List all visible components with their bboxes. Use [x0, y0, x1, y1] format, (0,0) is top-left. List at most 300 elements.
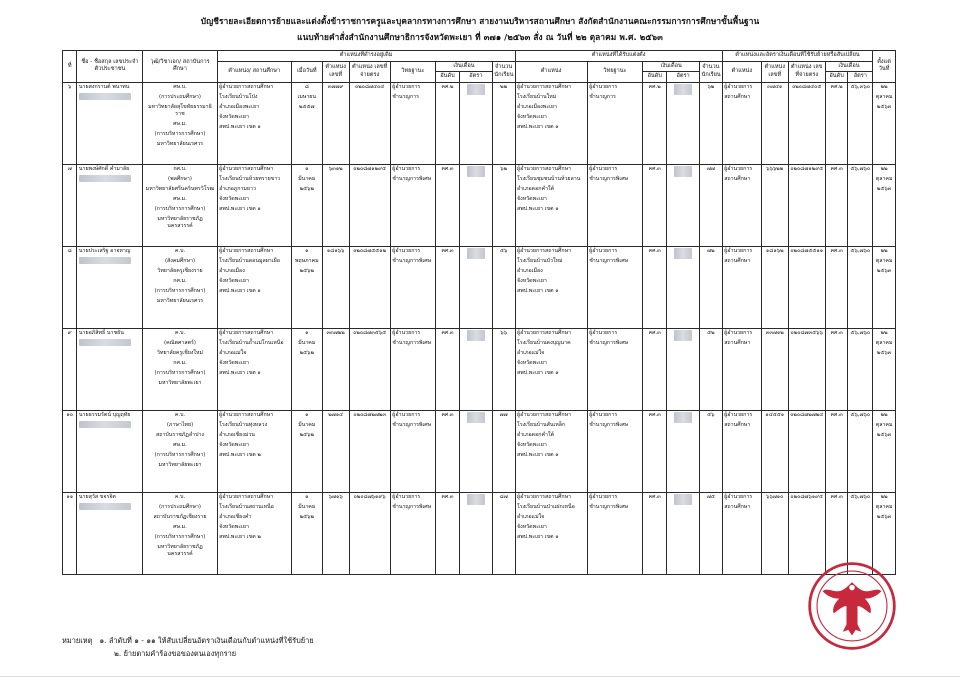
old-position-line: ผู้อำนวยการสถานศึกษา: [219, 329, 274, 336]
degree-line: กศ.ม.: [173, 360, 187, 367]
effective-cell: [873, 246, 896, 328]
final-grade-cell: คศ.๓: [825, 492, 848, 574]
new-students-cell: ๕๖: [700, 410, 723, 492]
table-body: [63, 82, 896, 574]
final-position-cell: [722, 328, 761, 410]
pay-no-cell: ๐๒๐๘๗๕๕๑๒: [349, 246, 390, 328]
degree-line: ศษ.บ.: [173, 83, 187, 90]
final-grade-cell: คศ.๓: [825, 164, 848, 246]
new-standing-cell: [587, 410, 643, 492]
redacted-id: [79, 339, 131, 346]
effective-line: ๒๒: [880, 411, 888, 418]
new-students-cell: ๗๒: [700, 246, 723, 328]
since-cell: [291, 82, 322, 164]
new-grade-cell: คศ.๒: [643, 82, 667, 164]
degree-line: วิทยาลัยครูเชียงราย: [157, 267, 203, 274]
final-no-cell: ๖๖๗๑๐: [761, 492, 788, 574]
effective-line: ๒๕๖๓: [876, 103, 892, 110]
since-line: มีนาคม: [298, 339, 316, 346]
footnotes: [62, 634, 314, 661]
old-position-line: สพป.พะเยา เขต ๒: [219, 534, 261, 541]
col-final-pay: ตำแหน่ง เลขที่จ่ายตรง: [788, 61, 825, 82]
effective-line: ๒๕๖๓: [876, 431, 892, 438]
rate-cell: [459, 164, 492, 246]
standing-cell: [390, 164, 435, 246]
redacted-rate: [467, 494, 485, 505]
row-no: ๗: [63, 164, 77, 246]
final-position-line: สถานศึกษา: [724, 93, 751, 100]
degree-line: (การบริหารการศึกษา): [154, 288, 206, 295]
new-position-line: จังหวัดพะเยา: [517, 278, 547, 285]
old-position-line: จังหวัดพะเยา: [219, 524, 249, 531]
bottom-edge: [0, 676, 960, 677]
new-position-cell: [515, 410, 587, 492]
table-row: [63, 82, 896, 164]
new-position-line: ผู้อำนวยการสถานศึกษา: [517, 165, 572, 172]
old-position-line: สพป.พะเยา เขต ๒: [219, 452, 261, 459]
new-position-line: สพป.พะเยา เขต ๑: [517, 370, 559, 377]
col-new-grade: อันดับ: [643, 72, 667, 83]
old-position-line: สพป.พะเยา เขต ๑: [219, 370, 261, 377]
new-position-line: โรงเรียนบ้านสันเหล็ก: [517, 421, 566, 428]
standing-cell: [390, 246, 435, 328]
old-position-cell: [217, 410, 291, 492]
old-position-cell: [217, 492, 291, 574]
effective-line: ตุลาคม: [875, 257, 893, 264]
redacted-rate: [674, 330, 692, 341]
pos-no-cell: ๑๘๑๖๖: [322, 246, 349, 328]
degree-cell: [143, 328, 217, 410]
name-cell: [77, 82, 143, 164]
col-new-students: จำนวน นักเรียน: [700, 61, 723, 82]
degree-line: กศ.บ.: [173, 165, 187, 172]
since-line: ๒๕๕๗: [299, 103, 315, 110]
col-final-position: ตำแหน่ง: [722, 61, 761, 82]
final-position-cell: [722, 246, 761, 328]
redacted-rate: [674, 412, 692, 423]
document-title: บัญชีรายละเอียดการย้ายและแต่งตั้งข้าราชการครูและบุคลากรทางการศึกษา สายงานบริหารสถานศึกษา สังกัดสำนักงานคณะกรรมการการศึกษาขั้นพื้นฐาน: [200, 16, 760, 26]
final-pay-cell: ๐๒๐๘๗๒๗๒๔: [788, 410, 825, 492]
final-position-line: ผู้อำนวยการ: [724, 411, 753, 418]
redacted-rate: [674, 84, 692, 95]
since-line: ๒๕๖๒: [299, 349, 314, 356]
final-no-cell: ๓๗๔๑: [761, 82, 788, 164]
table-row: [63, 492, 896, 574]
since-line: มีนาคม: [298, 421, 316, 428]
person-name: นายธรรมรัตน์ บุญฤทัย: [78, 411, 131, 418]
rate-cell: [459, 492, 492, 574]
final-pay-cell: ๐๒๐๘๗๕๕๑๑: [788, 246, 825, 328]
redacted-id: [79, 421, 131, 428]
table-row: [63, 410, 896, 492]
new-students-cell: ๕๒: [700, 328, 723, 410]
degree-line: มหาวิทยาลัยสุโขทัยธรรมาธิราช: [148, 103, 212, 118]
new-rate-cell: [667, 164, 700, 246]
students-cell: ๒๒: [492, 82, 515, 164]
grade-cell: คศ.๓: [436, 492, 460, 574]
degree-line: ศษ.ม.: [173, 196, 187, 203]
old-position-line: โรงเรียนบ้านห้วยทรายขาว: [219, 175, 281, 182]
final-rate-cell: ๕๖,๗๖๐: [848, 410, 873, 492]
pay-no-cell: ๐๒๐๘๗๑๒๙๕: [349, 164, 390, 246]
standing-line: ผู้อำนวยการ: [392, 329, 421, 336]
redacted-rate: [674, 166, 692, 177]
grade-cell: คศ.๓: [436, 164, 460, 246]
pay-no-cell: ๐๒๐๘๗๒๗๒๓: [349, 410, 390, 492]
pay-no-cell: ๐๒๐๘๗๖๑๙๖: [349, 492, 390, 574]
col-grade: อันดับ: [436, 72, 460, 83]
effective-line: ๒๒: [880, 493, 888, 500]
old-position-line: อำเภอแม่ใจ: [219, 349, 247, 356]
new-position-line: สพป.พะเยา เขต ๑: [517, 124, 559, 131]
pos-no-cell: ๖๓๑๒: [322, 164, 349, 246]
col-name: ชื่อ - ชื่อสกุล เลขประจำตัวประชาชน: [77, 51, 143, 83]
effective-cell: [873, 82, 896, 164]
since-line: ๘: [304, 83, 309, 90]
final-no-cell: ๓๓๗๑๒: [761, 328, 788, 410]
since-line: มีนาคม: [298, 503, 316, 510]
old-position-line: ผู้อำนวยการสถานศึกษา: [219, 247, 274, 254]
degree-line: ค.บ.: [174, 329, 186, 336]
new-position-line: ผู้อำนวยการสถานศึกษา: [517, 83, 572, 90]
new-rate-cell: [667, 246, 700, 328]
new-standing-line: ผู้อำนวยการ: [589, 411, 618, 418]
col-final-salary: เงินเดือน: [825, 61, 872, 72]
effective-line: ตุลาคม: [875, 175, 893, 182]
effective-line: ตุลาคม: [875, 339, 893, 346]
since-line: ๒๕๖๒: [299, 431, 314, 438]
new-position-line: อำเภอแม่ใจ: [517, 513, 545, 520]
effective-line: ๒๒: [880, 83, 888, 90]
degree-line: (คณิตศาสตร์): [164, 339, 196, 346]
note-2: ๒. ย้ายตามคำร้องขอของตนเองทุกราย: [114, 649, 237, 659]
since-line: ๒๕๖๒: [299, 185, 314, 192]
old-position-line: โรงเรียนบ้านดอนมูลผาเผือ: [219, 257, 280, 264]
degree-line: (สังคมศึกษา): [164, 257, 196, 264]
new-position-line: โรงเรียนชุมชนบ้านห้วยลาน: [517, 175, 581, 182]
old-position-line: อำเภอภูกามยาว: [219, 185, 256, 192]
degree-line: สถาบันราชภัฏลำปาง: [155, 431, 204, 438]
since-line: ๑: [305, 493, 309, 500]
students-cell: ๖๒: [492, 164, 515, 246]
students-cell: ๘๗: [492, 492, 515, 574]
degree-line: (การประถมศึกษา): [159, 503, 201, 510]
pos-no-cell: ๓๓๗๒๒: [322, 328, 349, 410]
final-position-cell: [722, 82, 761, 164]
new-position-line: โรงเรียนบ้านใหม่: [517, 93, 557, 100]
old-position-line: ผู้อำนวยการสถานศึกษา: [219, 493, 274, 500]
redacted-rate: [674, 494, 692, 505]
degree-line: ศษ.ม.: [173, 442, 187, 449]
new-standing-line: ชำนาญการพิเศษ: [589, 257, 629, 264]
standing-line: ผู้อำนวยการ: [392, 83, 421, 90]
new-grade-cell: คศ.๓: [643, 492, 667, 574]
name-cell: [77, 492, 143, 574]
col-pay-no: ตำแหน่ง เลขที่จ่ายตรง: [349, 61, 390, 82]
new-grade-cell: คศ.๓: [643, 164, 667, 246]
standing-line: ชำนาญการพิเศษ: [392, 503, 432, 510]
old-position-line: อำเภอเมือง: [219, 267, 245, 274]
new-position-cell: [515, 164, 587, 246]
old-position-line: โรงเรียนบ้านทุ่งหลวง: [219, 421, 268, 428]
degree-line: (การบริหารการศึกษา): [154, 534, 206, 541]
col-pos-no: ตำแหน่ง เลขที่: [322, 61, 349, 82]
redacted-id: [79, 503, 131, 510]
standing-cell: [390, 492, 435, 574]
new-position-line: ผู้อำนวยการสถานศึกษา: [517, 493, 572, 500]
students-cell: ๗๗: [492, 410, 515, 492]
old-position-line: ผู้อำนวยการสถานศึกษา: [219, 83, 274, 90]
final-grade-cell: คศ.๓: [825, 328, 848, 410]
final-position-line: ผู้อำนวยการ: [724, 83, 753, 90]
name-cell: [77, 246, 143, 328]
new-grade-cell: คศ.๓: [643, 410, 667, 492]
col-new-rate: อัตรา: [667, 72, 700, 83]
final-position-line: ผู้อำนวยการ: [724, 247, 753, 254]
standing-line: ชำนาญการพิเศษ: [392, 421, 432, 428]
final-rate-cell: ๕๖,๗๖๐: [848, 164, 873, 246]
degree-line: (การบริหารการศึกษา): [154, 452, 206, 459]
old-position-line: สพป.พะเยา เขต ๑: [219, 124, 261, 131]
standing-line: ชำนาญการพิเศษ: [392, 339, 432, 346]
new-position-cell: [515, 492, 587, 574]
old-position-line: จังหวัดพะเยา: [219, 360, 249, 367]
effective-line: ๒๒: [880, 329, 888, 336]
degree-line: มหาวิทยาลัยพะเยา: [158, 462, 202, 469]
new-position-line: โรงเรียนบ้านดงบุญนาค: [517, 339, 571, 346]
new-rate-cell: [667, 328, 700, 410]
old-position-line: ผู้อำนวยการสถานศึกษา: [219, 411, 274, 418]
standing-line: ผู้อำนวยการ: [392, 165, 421, 172]
person-name: นายประเสริฐ อาจหาญ: [78, 247, 131, 254]
since-cell: [291, 246, 322, 328]
person-name: นายอภิสิทธิ์ นาชยัน: [78, 329, 124, 336]
new-position-line: อำเภอดอกคำใต้: [517, 431, 555, 438]
old-position-line: สพป.พะเยา เขต ๑: [219, 206, 261, 213]
degree-line: มหาวิทยาลัยพะเยา: [158, 380, 202, 387]
final-position-line: ผู้อำนวยการ: [724, 165, 753, 172]
col-since: เมื่อวันที่: [291, 61, 322, 82]
new-position-line: ผู้อำนวยการสถานศึกษา: [517, 411, 572, 418]
name-cell: [77, 410, 143, 492]
old-position-line: โรงเรียนบ้านสถานเหนือ: [219, 503, 274, 510]
col-final-rate: อัตรา: [848, 72, 873, 83]
effective-cell: [873, 328, 896, 410]
old-position-line: อำเภอเมืองพะเยา: [219, 103, 260, 110]
effective-cell: [873, 164, 896, 246]
new-standing-line: ชำนาญการพิเศษ: [589, 421, 629, 428]
new-standing-line: ชำนาญการ: [589, 93, 616, 100]
since-line: ๒๕๖๒: [299, 513, 314, 520]
since-line: ๒๕๖๒: [299, 267, 314, 274]
new-position-line: ผู้อำนวยการสถานศึกษา: [517, 329, 572, 336]
new-standing-cell: [587, 246, 643, 328]
degree-line: กศ.ม.: [173, 278, 187, 285]
final-grade-cell: คศ.๓: [825, 246, 848, 328]
old-position-line: จังหวัดพะเยา: [219, 278, 249, 285]
person-name: นายพงษ์ศักดิ์ คำมาลัย: [78, 165, 130, 172]
students-cell: ๖๖: [492, 328, 515, 410]
person-name: นายสุวัส ขจรจิต: [78, 493, 116, 500]
redacted-rate: [467, 248, 485, 259]
old-position-line: จังหวัดพะเยา: [219, 442, 249, 449]
standing-line: ชำนาญการพิเศษ: [392, 175, 432, 182]
final-rate-cell: ๕๖,๓๖๐: [848, 82, 873, 164]
rate-cell: [459, 410, 492, 492]
since-line: ๑: [305, 247, 309, 254]
effective-line: ๒๕๖๓: [876, 267, 892, 274]
person-name: นายสงกรานต์ พนาทน: [78, 83, 130, 90]
row-no: ๘: [63, 246, 77, 328]
new-position-line: จังหวัดพะเยา: [517, 114, 547, 121]
new-rate-cell: [667, 410, 700, 492]
since-line: ๑: [305, 411, 309, 418]
table-row: [63, 328, 896, 410]
since-line: เมษายน: [297, 93, 317, 100]
standing-cell: [390, 328, 435, 410]
new-position-line: สพป.พะเยา เขต ๑: [517, 452, 559, 459]
new-standing-line: ผู้อำนวยการ: [589, 493, 618, 500]
degree-cell: [143, 492, 217, 574]
pay-no-cell: ๐๒๐๘๗๓๕๖๕: [349, 328, 390, 410]
row-no: ๙: [63, 328, 77, 410]
final-position-cell: [722, 410, 761, 492]
old-position-line: สพป.พะเยา เขต ๑: [219, 288, 261, 295]
degree-cell: [143, 410, 217, 492]
col-rate: อัตรา: [459, 72, 492, 83]
new-position-cell: [515, 82, 587, 164]
rate-cell: [459, 246, 492, 328]
degree-line: มหาวิทยาลัยนเรศวร: [156, 298, 204, 305]
table-row: [63, 246, 896, 328]
pos-no-cell: ๒๗๑๔: [322, 410, 349, 492]
degree-line: (ภาษาไทย): [166, 421, 194, 428]
new-standing-line: ผู้อำนวยการ: [589, 247, 618, 254]
new-students-cell: ๗๕: [700, 492, 723, 574]
notes-label: หมายเหตุ: [62, 636, 93, 645]
degree-line: (การบริหารการศึกษา): [154, 206, 206, 213]
effective-line: ๒๒: [880, 165, 888, 172]
old-position-line: โรงเรียนบ้านถ้ำแม่โกนเหนือ: [219, 339, 284, 346]
since-line: พฤษภาคม: [294, 257, 319, 264]
old-position-line: จังหวัดพะเยา: [219, 196, 249, 203]
col-no: ที่: [63, 51, 77, 83]
redacted-rate: [467, 166, 485, 177]
note-1: ๑. ลำดับที่ ๑ - ๑๑ ให้สับเปลี่ยนอัตราเงินเดือนกับตำแหน่งที่ใช้รับย้าย: [99, 636, 314, 645]
new-position-line: จังหวัดพะเยา: [517, 442, 547, 449]
since-cell: [291, 492, 322, 574]
redacted-rate: [467, 330, 485, 341]
new-grade-cell: คศ.๓: [643, 246, 667, 328]
final-pay-cell: ๐๒๐๘๗๖๑๙๕: [788, 492, 825, 574]
degree-line: ศษ.ม.: [173, 121, 187, 128]
new-standing-line: ชำนาญการพิเศษ: [589, 175, 629, 182]
new-position-line: โรงเรียนบ้านบัวใหม่: [517, 257, 563, 264]
final-position-line: ผู้อำนวยการ: [724, 329, 753, 336]
old-position-line: อำเภอเชียงม่วน: [219, 431, 255, 438]
group-new-position: ตำแหน่งที่ได้รับแต่งตั้ง: [515, 51, 722, 62]
col-salary: เงินเดือน: [436, 61, 493, 72]
old-position-line: ผู้อำนวยการสถานศึกษา: [219, 165, 274, 172]
grade-cell: คศ.๒: [436, 82, 460, 164]
new-position-line: สพป.พะเยา เขต ๑: [517, 534, 559, 541]
final-position-line: สถานศึกษา: [724, 257, 751, 264]
effective-line: ตุลาคม: [875, 93, 893, 100]
degree-cell: [143, 82, 217, 164]
final-grade-cell: คศ.๒: [825, 82, 848, 164]
degree-line: (การบริหารการศึกษา): [154, 370, 206, 377]
degree-line: วิทยาลัยครูเชียงใหม่: [157, 349, 203, 356]
redacted-id: [79, 175, 131, 182]
effective-line: ๒๕๖๓: [876, 513, 892, 520]
grade-cell: คศ.๓: [436, 410, 460, 492]
degree-cell: [143, 164, 217, 246]
final-position-line: สถานศึกษา: [724, 503, 751, 510]
old-position-cell: [217, 328, 291, 410]
since-line: มีนาคม: [298, 175, 316, 182]
standing-line: ชำนาญการพิเศษ: [392, 257, 432, 264]
garuda-seal-icon: [806, 560, 898, 652]
degree-line: ค.บ.: [174, 493, 186, 500]
new-standing-line: ผู้อำนวยการ: [589, 165, 618, 172]
col-effective: ตั้งแต่ วันที่: [873, 51, 896, 83]
effective-line: ๒๕๖๓: [876, 349, 892, 356]
new-rate-cell: [667, 82, 700, 164]
new-standing-cell: [587, 82, 643, 164]
final-position-line: สถานศึกษา: [724, 421, 751, 428]
name-cell: [77, 164, 143, 246]
new-position-line: ผู้อำนวยการสถานศึกษา: [517, 247, 572, 254]
final-grade-cell: คศ.๓: [825, 410, 848, 492]
final-no-cell: ๑๔๕๕๑: [761, 410, 788, 492]
redacted-rate: [467, 84, 485, 95]
degree-line: ค.บ.: [174, 411, 186, 418]
final-position-line: ผู้อำนวยการ: [724, 493, 753, 500]
col-students: จำนวน นักเรียน: [492, 61, 515, 82]
name-cell: [77, 328, 143, 410]
new-position-line: สพป.พะเยา เขต ๑: [517, 206, 559, 213]
new-standing-line: ชำนาญการพิเศษ: [589, 503, 629, 510]
new-position-cell: [515, 246, 587, 328]
since-cell: [291, 164, 322, 246]
pos-no-cell: ๓๗๗๙: [322, 82, 349, 164]
effective-line: ตุลาคม: [875, 503, 893, 510]
new-standing-line: ชำนาญการพิเศษ: [589, 339, 629, 346]
new-standing-line: ผู้อำนวยการ: [589, 329, 618, 336]
old-position-line: โรงเรียนบ้านโป่ง: [219, 93, 258, 100]
document-subtitle: แนบท้ายคำสั่งสำนักงานศึกษาธิการจังหวัดพะเยา ที่ ๓๗๑ /๒๕๖๓ สั่ง ณ วันที่ ๒๒ ตุลาคม พ.ศ. ๒๕๖๓: [297, 32, 663, 42]
col-degree: วุฒิ/วิชาเอก/ สถาบันการศึกษา: [143, 51, 217, 83]
effective-line: ๒๕๖๓: [876, 185, 892, 192]
pos-no-cell: ๖๗๑๖: [322, 492, 349, 574]
new-standing-line: ผู้อำนวยการ: [589, 83, 618, 90]
final-position-cell: [722, 492, 761, 574]
final-rate-cell: ๕๖,๗๖๐: [848, 328, 873, 410]
degree-line: มหาวิทยาลัยศรีนครินทรวิโรฒ: [145, 185, 215, 192]
new-rate-cell: [667, 492, 700, 574]
degree-line: ศษ.ม.: [173, 524, 187, 531]
redacted-id: [79, 257, 131, 264]
pay-no-cell: ๐๒๐๘๗๔๐๔: [349, 82, 390, 164]
col-new-standing: วิทยฐานะ: [587, 61, 643, 82]
row-no: ๑๐: [63, 410, 77, 492]
redacted-rate: [467, 412, 485, 423]
new-position-line: จังหวัดพะเยา: [517, 196, 547, 203]
new-standing-cell: [587, 328, 643, 410]
final-rate-cell: ๕๖,๗๖๐: [848, 492, 873, 574]
final-pay-cell: ๐๒๐๘๗๔๐๕: [788, 82, 825, 164]
grade-cell: คศ.๓: [436, 328, 460, 410]
